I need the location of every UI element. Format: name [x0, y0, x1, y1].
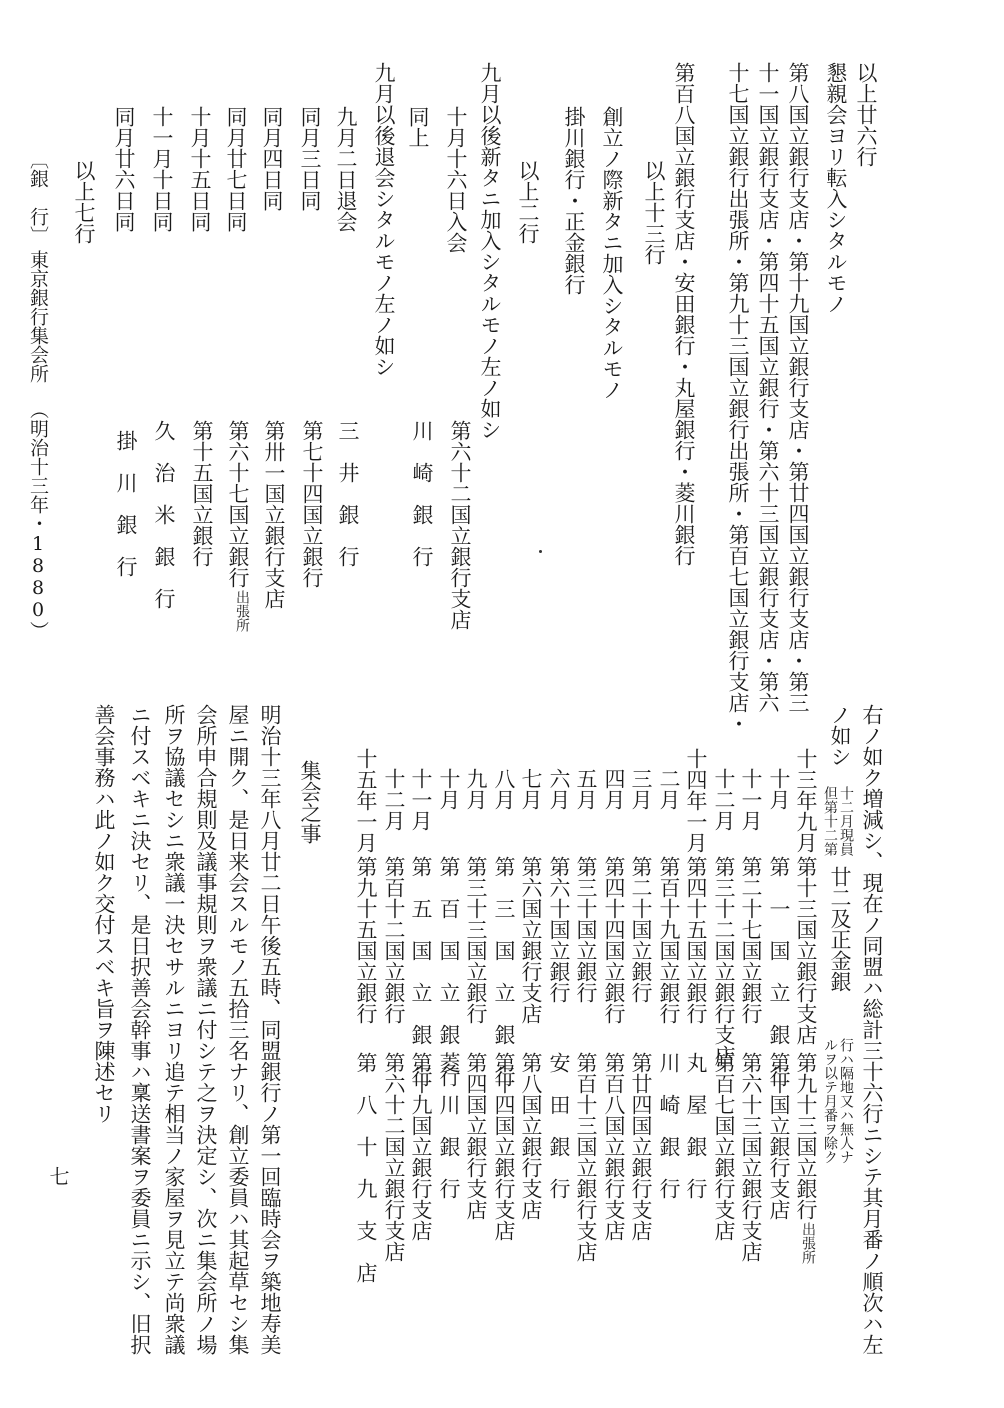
schedule-month: 十三年九月	[794, 748, 818, 853]
konshinkai-line-1: 第八国立銀行支店・第十九国立銀行支店・第廿四国立銀行支店・第三	[786, 62, 810, 713]
schedule-bank-1: 第三十二国立銀行支店	[712, 856, 736, 1066]
schedule-bank-1: 第百十九国立銀行	[657, 856, 681, 1024]
schedule-month: 十五年一月	[354, 748, 378, 853]
schedule-bank-1: 第六国立銀行支店	[519, 856, 543, 1024]
page-number: 七	[46, 1166, 70, 1186]
footer-year: （明治十三年・1880）	[27, 400, 49, 640]
withdrawn-date-6: 十一月十日同	[150, 106, 174, 232]
meeting-line-3: 会所申合規則及議事規則ヲ衆議ニ付シテ之ヲ決定シ、次ニ集会所ノ場	[194, 704, 218, 1355]
schedule-bank-1: 第十三国立銀行支店	[794, 856, 818, 1045]
summary-2: 以上二行	[516, 160, 540, 244]
schedule-bank-2: 第十九国立銀行支店	[409, 1052, 433, 1241]
schedule-bank-2: 第百七国立銀行支店	[712, 1052, 736, 1241]
summary-13: 以上十三行	[642, 160, 666, 265]
schedule-bank-2: 第十国立銀行支店	[767, 1052, 791, 1220]
schedule-bank-2: 安 田 銀 行	[547, 1052, 571, 1199]
schedule-bank-2: 第 八 十 九 支 店	[354, 1052, 378, 1283]
schedule-bank-2: 第九十三国立銀行	[794, 1052, 818, 1220]
schedule-month: 十一月	[739, 768, 763, 831]
stray-dot	[539, 550, 542, 553]
schedule-month: 二月	[657, 768, 681, 810]
new-member-date-1: 十月十六日入会	[444, 106, 468, 253]
withdrawn-date-5: 十月十五日同	[188, 106, 212, 232]
schedule-bank-1: 第四十四国立銀行	[602, 856, 626, 1024]
konshinkai-line-4: 第百八国立銀行支店・安田銀行・丸屋銀行・菱川銀行	[672, 62, 696, 566]
konshinkai-heading: 懇親会ヨリ転入シタルモノ	[824, 62, 848, 314]
konshinkai-line-2: 十一国立銀行支店・第四十五国立銀行・第六十三国立銀行支店・第六	[756, 62, 780, 713]
schedule-bank-1: 第 一 国 立 銀 行	[767, 856, 791, 1087]
schedule-month: 十月	[437, 768, 461, 810]
withdrawn-date-1: 九月二日退会	[334, 106, 358, 232]
meeting-line-1: 明治十三年八月廿二日午後五時、同盟銀行ノ第一回臨時会ヲ築地寿美	[258, 704, 282, 1355]
schedule-bank-2: 丸 屋 銀 行	[684, 1052, 708, 1199]
schedule-bank-1: 第四十五国立銀行	[684, 856, 708, 1024]
schedule-bank-1: 第三十三国立銀行	[464, 856, 488, 1024]
schedule-bank-1: 第百十二国立銀行	[382, 856, 406, 1024]
schedule-bank-2: 菱 川 銀 行	[437, 1052, 461, 1199]
new-member-date-2: 同上	[406, 106, 430, 148]
founding-line: 掛川銀行・正金銀行	[562, 106, 586, 295]
new-member-bank-1: 第六十二国立銀行支店	[448, 420, 472, 630]
schedule-bank-1: 第 三 国 立 銀 行	[492, 856, 516, 1087]
schedule-bank-2-note: 出張所	[800, 1222, 816, 1264]
meeting-line-4: 所ヲ協議セシニ衆議一決セサルニヨリ追テ相当ノ家屋ヲ見立テ尚衆議	[162, 704, 186, 1355]
schedule-month: 十四年一月	[684, 748, 708, 853]
founding-heading: 創立ノ際新タニ加入シタルモノ	[600, 106, 624, 400]
schedule-bank-1: 第二十国立銀行	[629, 856, 653, 1003]
summary-7: 以上七行	[72, 160, 96, 244]
meeting-line-6: 善会事務ハ此ノ如ク交付スベキ旨ヲ陳述セリ	[92, 704, 116, 1124]
schedule-bank-2: 第百八国立銀行支店	[602, 1052, 626, 1241]
withdrawn-bank-2: 第七十四国立銀行	[300, 420, 324, 588]
intro-line-2-rest: 廿二及正金銀	[828, 866, 852, 992]
konshinkai-line-3: 十七国立銀行出張所・第九十三国立銀行出張所・第百七国立銀行支店・	[726, 62, 750, 734]
withdrawn-date-3: 同月四日同	[260, 106, 284, 211]
withdrawn-bank-6: 久 治 米 銀 行	[152, 420, 176, 609]
intro-line-1: 右ノ如ク増減シ、現在ノ同盟ハ総計三十六行ニシテ其月番ノ順次ハ左	[860, 704, 884, 1355]
intro-note-c: 行ハ隔地又ハ無人ナ	[838, 1038, 854, 1164]
schedule-bank-2: 第十四国立銀行支店	[492, 1052, 516, 1241]
withdrawn-date-2: 同月三日同	[298, 106, 322, 211]
intro-note-a: 十二月現員	[838, 786, 854, 856]
schedule-bank-2: 第百十三国立銀行支店	[574, 1052, 598, 1262]
schedule-bank-2: 第六十二国立銀行支店	[382, 1052, 406, 1262]
schedule-month: 九月	[464, 768, 488, 810]
meeting-heading: 集会之事	[298, 760, 322, 844]
schedule-month: 十月	[767, 768, 791, 810]
schedule-month: 七月	[519, 768, 543, 810]
new-member-bank-2: 川 崎 銀 行	[410, 420, 434, 567]
schedule-bank-1: 第 五 国 立 銀 行	[409, 856, 433, 1087]
intro-note-b: 但第十二第	[822, 786, 838, 856]
withdrawn-bank-5: 第十五国立銀行	[190, 420, 214, 567]
schedule-bank-1: 第九十五国立銀行	[354, 856, 378, 1024]
schedule-month: 十二月	[382, 768, 406, 831]
schedule-bank-1: 第 百 国 立 銀 行	[437, 856, 461, 1087]
intro-note-d: ルヲ以テ月番ヲ除ク	[822, 1038, 838, 1164]
withdrawn-heading: 九月以後退会シタルモノ左ノ如シ	[372, 62, 396, 377]
withdrawn-bank-3: 第卅一国立銀行支店	[262, 420, 286, 609]
schedule-bank-1: 第二十七国立銀行	[739, 856, 763, 1024]
schedule-month: 六月	[547, 768, 571, 810]
withdrawn-date-4: 同月廿七日同	[224, 106, 248, 232]
schedule-bank-2: 第四国立銀行支店	[464, 1052, 488, 1220]
schedule-month: 四月	[602, 768, 626, 810]
footer-title: 東京銀行集会所	[27, 250, 49, 383]
withdrawn-bank-7: 掛 川 銀 行	[114, 430, 138, 577]
schedule-month: 十一月	[409, 768, 433, 831]
schedule-bank-2: 第八国立銀行支店	[519, 1052, 543, 1220]
intro-line-2-main: ノ如シ	[828, 704, 852, 767]
meeting-line-5: ニ付スベキニ決セリ、是日択善会幹事ハ稟送書案ヲ委員ニ示シ、旧択	[128, 704, 152, 1355]
schedule-bank-2: 第廿四国立銀行支店	[629, 1052, 653, 1241]
schedule-bank-2: 第六十三国立銀行支店	[739, 1052, 763, 1262]
withdrawn-bank-1: 三 井 銀 行	[336, 420, 360, 567]
schedule-month: 三月	[629, 768, 653, 810]
withdrawn-date-7: 同月廿六日同	[112, 106, 136, 232]
schedule-month: 八月	[492, 768, 516, 810]
withdrawn-bank-4-note: 出張所	[234, 590, 250, 632]
new-members-heading: 九月以後新タニ加入シタルモノ左ノ如シ	[478, 62, 502, 440]
schedule-bank-1: 第六十国立銀行	[547, 856, 571, 1003]
schedule-bank-2: 川 崎 銀 行	[657, 1052, 681, 1199]
schedule-month: 五月	[574, 768, 598, 810]
footer-label: 〔銀 行〕	[27, 150, 49, 245]
schedule-month: 十二月	[712, 768, 736, 831]
summary-26: 以上廿六行	[854, 62, 878, 167]
schedule-bank-1: 第三十国立銀行	[574, 856, 598, 1003]
meeting-line-2: 屋ニ開ク、是日来会スルモノ五拾三名ナリ、創立委員ハ其起草セシ集	[226, 704, 250, 1355]
withdrawn-bank-4: 第六十七国立銀行	[226, 420, 250, 588]
